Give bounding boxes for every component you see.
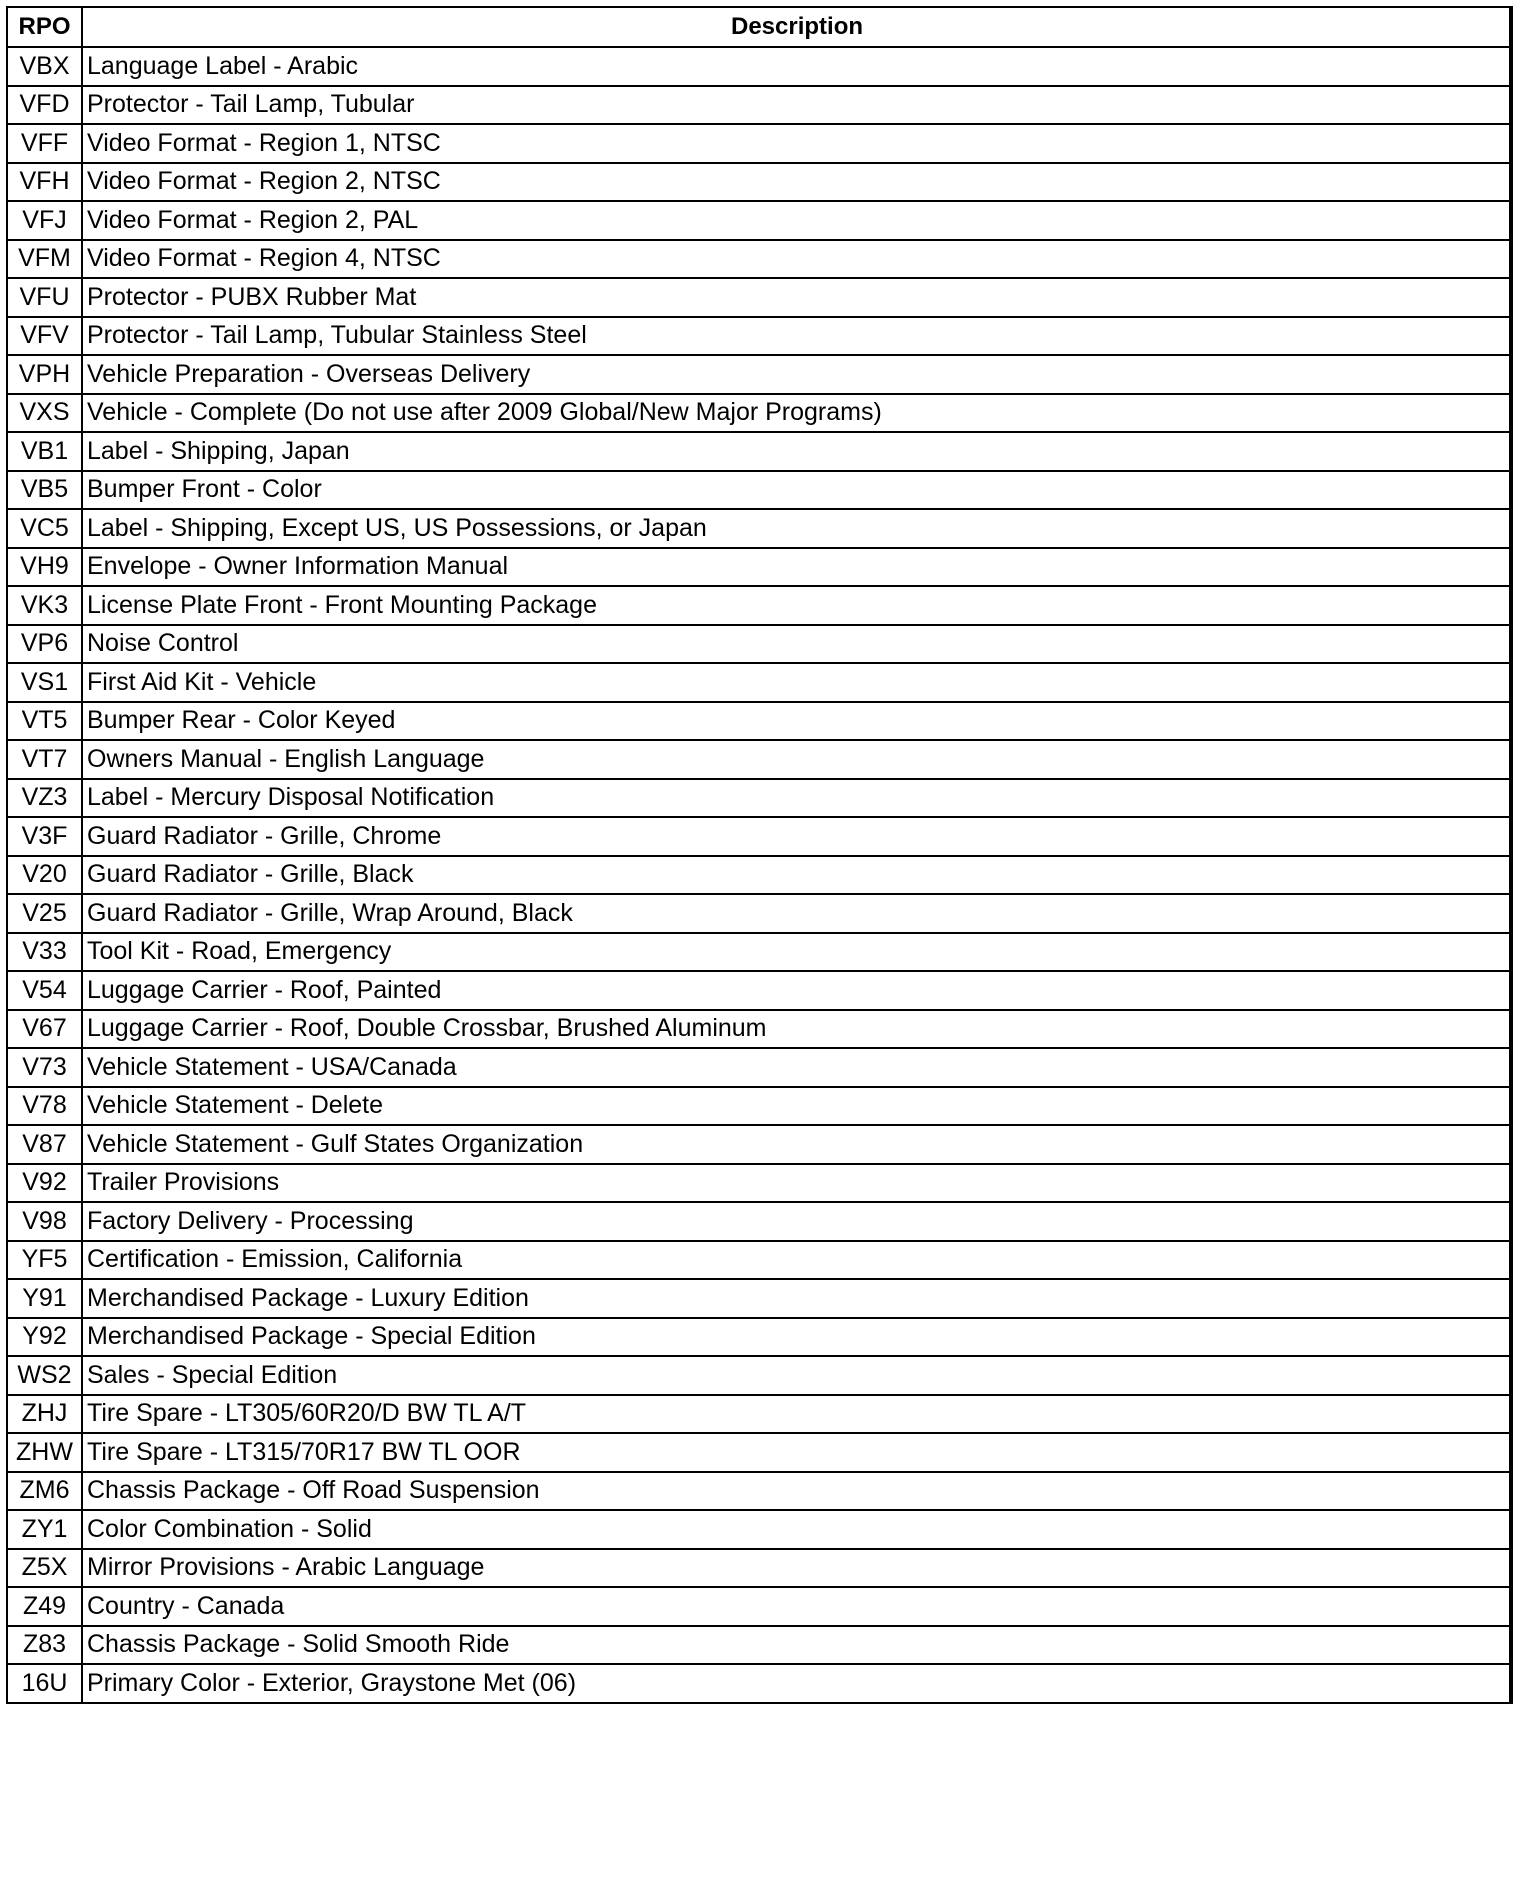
rpo-code-cell: ZM6 [7, 1472, 82, 1511]
description-cell: Sales - Special Edition [82, 1356, 1512, 1395]
rpo-code-cell: VK3 [7, 586, 82, 625]
rpo-code-cell: V54 [7, 971, 82, 1010]
table-row [7, 1048, 1512, 1087]
description-cell: Luggage Carrier - Roof, Painted [82, 971, 1512, 1010]
table-row [7, 625, 1512, 664]
rpo-code-cell: VFU [7, 278, 82, 317]
description-cell: First Aid Kit - Vehicle [82, 663, 1512, 702]
table-row [7, 240, 1512, 279]
description-cell: Chassis Package - Solid Smooth Ride [82, 1626, 1512, 1665]
description-cell: Language Label - Arabic [82, 47, 1512, 86]
rpo-code-cell: VXS [7, 394, 82, 433]
rpo-code-cell: VT7 [7, 740, 82, 779]
description-cell: Video Format - Region 1, NTSC [82, 124, 1512, 163]
description-cell: Vehicle Statement - USA/Canada [82, 1048, 1512, 1087]
table-row [7, 586, 1512, 625]
table-row [7, 702, 1512, 741]
rpo-table-container [6, 6, 1511, 1704]
table-row [7, 317, 1512, 356]
rpo-code-cell: ZY1 [7, 1510, 82, 1549]
table-row [7, 47, 1512, 86]
description-cell: Primary Color - Exterior, Graystone Met (06) [82, 1664, 1512, 1703]
rpo-code-cell: Y92 [7, 1318, 82, 1357]
table-row [7, 201, 1512, 240]
rpo-code-cell: Z5X [7, 1549, 82, 1588]
rpo-code-cell: VFD [7, 86, 82, 125]
table-header-row [7, 7, 1512, 47]
rpo-code-cell: V67 [7, 1010, 82, 1049]
description-cell: Trailer Provisions [82, 1164, 1512, 1203]
description-cell: Video Format - Region 4, NTSC [82, 240, 1512, 279]
description-cell: Guard Radiator - Grille, Black [82, 856, 1512, 895]
description-cell: Envelope - Owner Information Manual [82, 548, 1512, 587]
table-row [7, 1279, 1512, 1318]
table-row [7, 355, 1512, 394]
rpo-code-cell: VZ3 [7, 779, 82, 818]
rpo-code-cell: Z83 [7, 1626, 82, 1665]
rpo-code-cell: VH9 [7, 548, 82, 587]
rpo-code-cell: V92 [7, 1164, 82, 1203]
table-row [7, 663, 1512, 702]
description-cell: Video Format - Region 2, PAL [82, 201, 1512, 240]
rpo-code-cell: VS1 [7, 663, 82, 702]
description-cell: Color Combination - Solid [82, 1510, 1512, 1549]
table-row [7, 971, 1512, 1010]
table-row [7, 1664, 1512, 1703]
table-row [7, 1318, 1512, 1357]
description-cell: Luggage Carrier - Roof, Double Crossbar, Brushed Aluminum [82, 1010, 1512, 1049]
description-cell: Vehicle Preparation - Overseas Delivery [82, 355, 1512, 394]
description-cell: Mirror Provisions - Arabic Language [82, 1549, 1512, 1588]
table-row [7, 1549, 1512, 1588]
table-row [7, 509, 1512, 548]
description-cell: Guard Radiator - Grille, Wrap Around, Black [82, 894, 1512, 933]
rpo-code-cell: 16U [7, 1664, 82, 1703]
description-cell: Country - Canada [82, 1587, 1512, 1626]
rpo-code-cell: ZHW [7, 1433, 82, 1472]
table-row [7, 894, 1512, 933]
description-cell: Owners Manual - English Language [82, 740, 1512, 779]
table-row [7, 394, 1512, 433]
rpo-code-cell: V87 [7, 1125, 82, 1164]
description-cell: Merchandised Package - Luxury Edition [82, 1279, 1512, 1318]
description-cell: Tire Spare - LT315/70R17 BW TL OOR [82, 1433, 1512, 1472]
rpo-code-cell: V78 [7, 1087, 82, 1126]
table-row [7, 817, 1512, 856]
description-cell: Protector - PUBX Rubber Mat [82, 278, 1512, 317]
description-cell: Vehicle Statement - Gulf States Organization [82, 1125, 1512, 1164]
table-row [7, 933, 1512, 972]
table-row [7, 278, 1512, 317]
table-row [7, 548, 1512, 587]
rpo-code-cell: V33 [7, 933, 82, 972]
table-row [7, 1587, 1512, 1626]
description-column-header: Description [82, 7, 1512, 47]
table-row [7, 1125, 1512, 1164]
rpo-code-cell: VFJ [7, 201, 82, 240]
rpo-code-cell: V20 [7, 856, 82, 895]
description-cell: Bumper Front - Color [82, 471, 1512, 510]
table-row [7, 432, 1512, 471]
description-cell: Label - Shipping, Except US, US Possessions, or Japan [82, 509, 1512, 548]
rpo-code-cell: VP6 [7, 625, 82, 664]
rpo-code-cell: VFM [7, 240, 82, 279]
rpo-code-cell: VB5 [7, 471, 82, 510]
description-cell: Noise Control [82, 625, 1512, 664]
rpo-code-cell: ZHJ [7, 1395, 82, 1434]
table-row [7, 471, 1512, 510]
rpo-code-cell: V98 [7, 1202, 82, 1241]
table-row [7, 1433, 1512, 1472]
table-row [7, 1510, 1512, 1549]
table-row [7, 163, 1512, 202]
table-row [7, 1241, 1512, 1280]
description-cell: Protector - Tail Lamp, Tubular Stainless Steel [82, 317, 1512, 356]
rpo-code-cell: V3F [7, 817, 82, 856]
description-cell: License Plate Front - Front Mounting Package [82, 586, 1512, 625]
table-row [7, 86, 1512, 125]
table-row [7, 1626, 1512, 1665]
rpo-code-cell: YF5 [7, 1241, 82, 1280]
table-body [7, 47, 1512, 1703]
description-cell: Chassis Package - Off Road Suspension [82, 1472, 1512, 1511]
description-cell: Tool Kit - Road, Emergency [82, 933, 1512, 972]
description-cell: Factory Delivery - Processing [82, 1202, 1512, 1241]
description-cell: Bumper Rear - Color Keyed [82, 702, 1512, 741]
table-row [7, 124, 1512, 163]
rpo-code-cell: Z49 [7, 1587, 82, 1626]
table-row [7, 1202, 1512, 1241]
description-cell: Merchandised Package - Special Edition [82, 1318, 1512, 1357]
table-row [7, 1472, 1512, 1511]
rpo-code-cell: VFH [7, 163, 82, 202]
rpo-code-cell: VT5 [7, 702, 82, 741]
description-cell: Label - Shipping, Japan [82, 432, 1512, 471]
table-row [7, 779, 1512, 818]
table-row [7, 1395, 1512, 1434]
description-cell: Guard Radiator - Grille, Chrome [82, 817, 1512, 856]
description-cell: Protector - Tail Lamp, Tubular [82, 86, 1512, 125]
rpo-code-cell: VB1 [7, 432, 82, 471]
rpo-code-cell: WS2 [7, 1356, 82, 1395]
table-row [7, 856, 1512, 895]
table-row [7, 1164, 1512, 1203]
rpo-code-cell: V73 [7, 1048, 82, 1087]
rpo-code-cell: VFV [7, 317, 82, 356]
rpo-code-cell: V25 [7, 894, 82, 933]
rpo-code-cell: Y91 [7, 1279, 82, 1318]
rpo-code-cell: VPH [7, 355, 82, 394]
description-cell: Vehicle - Complete (Do not use after 2009 Global/New Major Programs) [82, 394, 1512, 433]
table-row [7, 740, 1512, 779]
description-cell: Video Format - Region 2, NTSC [82, 163, 1512, 202]
description-cell: Tire Spare - LT305/60R20/D BW TL A/T [82, 1395, 1512, 1434]
description-cell: Label - Mercury Disposal Notification [82, 779, 1512, 818]
rpo-column-header: RPO [7, 7, 82, 47]
rpo-code-cell: VBX [7, 47, 82, 86]
rpo-table [6, 6, 1513, 1704]
table-row [7, 1356, 1512, 1395]
rpo-code-cell: VFF [7, 124, 82, 163]
description-cell: Vehicle Statement - Delete [82, 1087, 1512, 1126]
table-row [7, 1010, 1512, 1049]
table-row [7, 1087, 1512, 1126]
description-cell: Certification - Emission, California [82, 1241, 1512, 1280]
rpo-code-cell: VC5 [7, 509, 82, 548]
